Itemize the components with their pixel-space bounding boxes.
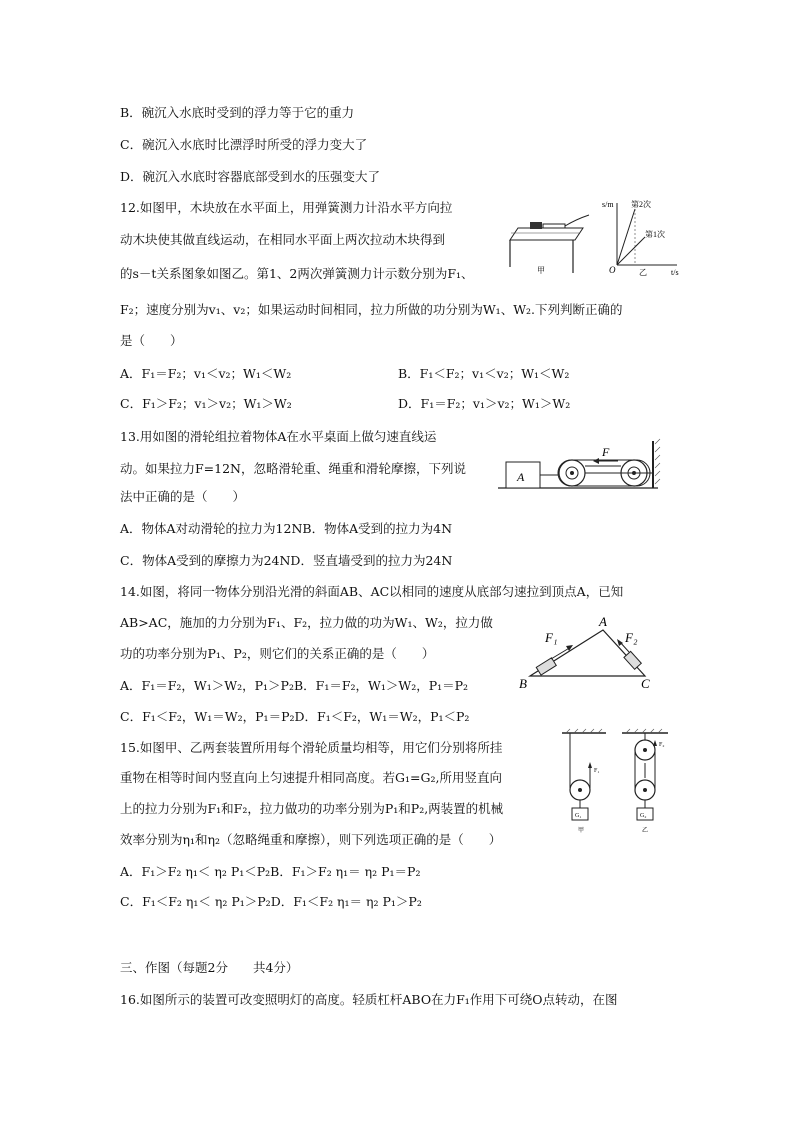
q15-option-c: C．F₁＜F₂ η₁＜ η₂ P₁＞P₂D．F₁＜F₂ η₁＝ η₂ P₁＞P₂ bbox=[120, 894, 422, 909]
q15-setup-jia bbox=[562, 729, 606, 834]
q13-force-label: F bbox=[602, 445, 610, 459]
q11-option-c: C．碗沉入水底时比漂浮时所受的浮力变大了 bbox=[120, 137, 368, 152]
q13-pulley-figure bbox=[498, 436, 668, 496]
q15-stem-line2: 重物在相等时间内竖直向上匀速提升相同高度。若G₁=G₂,所用竖直向 bbox=[120, 770, 502, 785]
q12-stem-line3: 的s－t关系图象如图乙。第1、2两次弹簧测力计示数分别为F₁、 bbox=[120, 266, 474, 281]
q12-option-c: C．F₁＞F₂；v₁＞v₂；W₁＞W₂ bbox=[120, 396, 292, 411]
q12-stem-line2: 动木块使其做直线运动，在相同水平面上两次拉动木块得到 bbox=[120, 232, 446, 247]
q11-option-b: B．碗沉入水底时受到的浮力等于它的重力 bbox=[120, 105, 355, 120]
q12-table-figure bbox=[510, 215, 589, 275]
q15-label-jia: 甲 bbox=[578, 828, 585, 834]
q12-option-a: A．F₁＝F₂；v₁＜v₂；W₁＜W₂ bbox=[120, 366, 292, 381]
q12-figure bbox=[505, 195, 685, 280]
q12-graph-line1-label: 第1次 bbox=[645, 230, 665, 239]
q15-f1-label: F₁ bbox=[594, 768, 600, 774]
q12-graph-xlabel: t/s bbox=[671, 268, 679, 277]
q11-option-d: D．碗沉入水底时容器底部受到水的压强变大了 bbox=[120, 169, 381, 184]
q12-stem-line1: 12.如图甲，木块放在水平面上，用弹簧测力计沿水平方向拉 bbox=[120, 200, 453, 215]
q16-stem-line1: 16.如图所示的装置可改变照明灯的高度。轻质杠杆ABO在力F₁作用下可绕O点转动，在图 bbox=[120, 992, 618, 1007]
q15-pulley-figure bbox=[560, 728, 680, 840]
q14-stem-line2: AB>AC，施加的力分别为F₁、F₂，拉力做的功为W₁、W₂，拉力做 bbox=[120, 615, 493, 630]
q13-block-label: A bbox=[517, 470, 525, 484]
section-3-title: 三、作图（每题2分 共4分） bbox=[120, 960, 299, 975]
q15-g1-label: G₁ bbox=[575, 813, 582, 819]
q14-stem-line3: 功的功率分别为P₁、P₂，则它们的关系正确的是（ ） bbox=[120, 646, 435, 661]
q12-graph-ylabel: s/m bbox=[602, 200, 614, 209]
q13-option-c: C．物体A受到的摩擦力为24ND．竖直墙受到的拉力为24N bbox=[120, 553, 453, 568]
q12-option-d: D．F₁＝F₂；v₁＞v₂；W₁＞W₂ bbox=[398, 396, 571, 411]
q15-stem-line1: 15.如图甲、乙两套装置所用每个滑轮质量均相等，用它们分别将所挂 bbox=[120, 740, 503, 755]
q15-setup-yi bbox=[622, 729, 668, 834]
q15-g2-label: G₂ bbox=[640, 813, 647, 819]
q12-label-jia: 甲 bbox=[537, 266, 545, 275]
q14-incline-figure bbox=[515, 612, 665, 692]
q14-option-a: A．F₁＝F₂，W₁＞W₂，P₁＞P₂B．F₁＝F₂，W₁＞W₂，P₁＝P₂ bbox=[120, 678, 469, 693]
q14-vertex-c: C bbox=[641, 676, 650, 691]
q13-option-a: A．物体A对动滑轮的拉力为12NB．物体A受到的拉力为4N bbox=[120, 521, 453, 536]
q13-stem-line3: 法中正确的是（ ） bbox=[120, 489, 246, 504]
q14-force-f1: F₁ bbox=[545, 630, 558, 645]
q15-option-a: A．F₁＞F₂ η₁＜ η₂ P₁＜P₂B．F₁＞F₂ η₁＝ η₂ P₁＝P₂ bbox=[120, 864, 421, 879]
q12-st-graph bbox=[602, 199, 679, 277]
q15-stem-line4: 效率分别为η₁和η₂（忽略绳重和摩擦），则下列选项正确的是（ ） bbox=[120, 832, 502, 847]
q15-f2-label: F₂ bbox=[659, 742, 665, 748]
q14-option-c: C．F₁＜F₂，W₁＝W₂，P₁＝P₂D．F₁＜F₂，W₁＝W₂，P₁＜P₂ bbox=[120, 709, 470, 724]
q14-force-f2: F₂ bbox=[625, 630, 638, 645]
q12-stem-line5: 是（ ） bbox=[120, 333, 183, 348]
q12-graph-origin: O bbox=[609, 265, 616, 275]
q14-vertex-a: A bbox=[599, 614, 607, 629]
q14-stem-line1: 14.如图，将同一物体分别沿光滑的斜面AB、AC以相同的速度从底部匀速拉到顶点A，已知 bbox=[120, 584, 624, 599]
q12-option-b: B．F₁＜F₂；v₁＜v₂；W₁＜W₂ bbox=[398, 366, 570, 381]
q13-stem-line2: 动。如果拉力F=12N，忽略滑轮重、绳重和滑轮摩擦，下列说 bbox=[120, 461, 466, 476]
q15-label-yi: 乙 bbox=[642, 828, 649, 834]
q15-stem-line3: 上的拉力分别为F₁和F₂，拉力做功的功率分别为P₁和P₂,两装置的机械 bbox=[120, 801, 504, 816]
q14-vertex-b: B bbox=[519, 676, 527, 691]
q12-stem-line4: F₂；速度分别为v₁、v₂；如果运动时间相同，拉力所做的功分别为W₁、W₂.下列判断正确的 bbox=[120, 302, 623, 317]
q12-label-yi: 乙 bbox=[639, 268, 647, 277]
q13-stem-line1: 13.用如图的滑轮组拉着物体A在水平桌面上做匀速直线运 bbox=[120, 429, 437, 444]
q12-graph-line2-label: 第2次 bbox=[631, 200, 651, 209]
